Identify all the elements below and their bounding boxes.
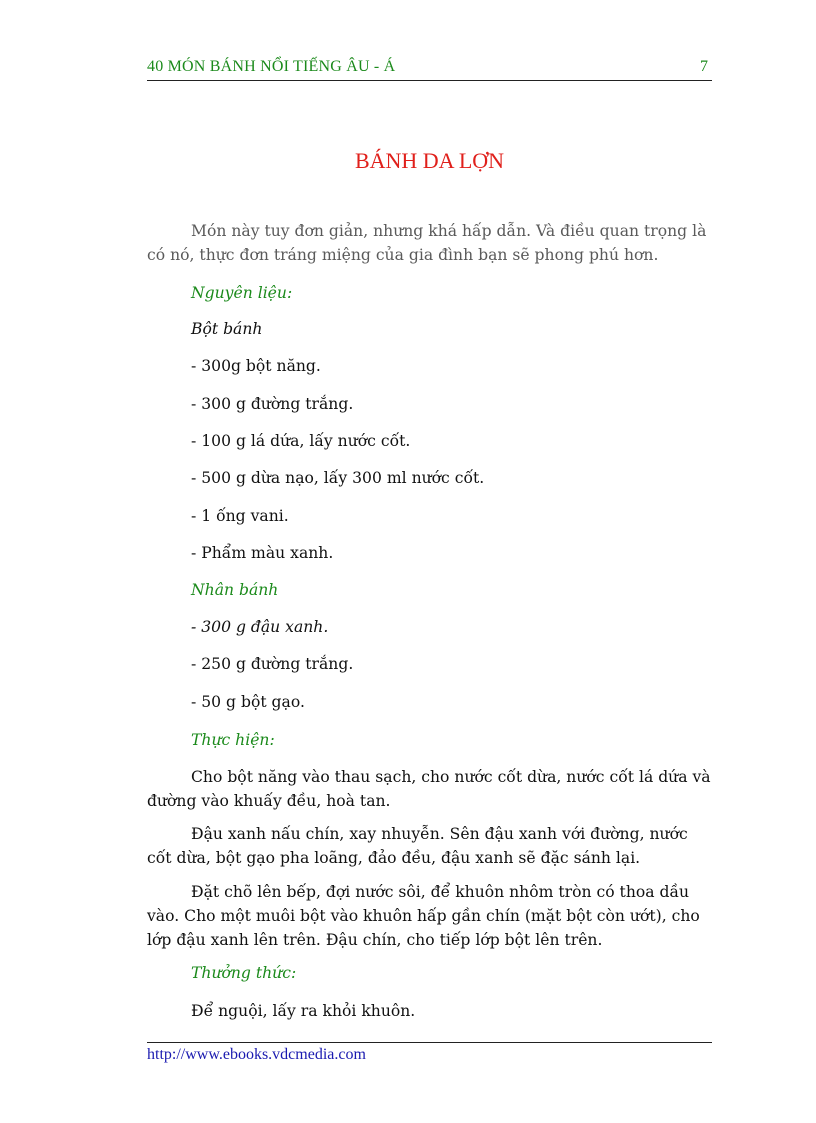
ingredient-item: - 300g bột năng. (191, 357, 321, 375)
ingredient-item: - 1 ống vani. (191, 507, 289, 525)
serving-text: Để nguội, lấy ra khỏi khuôn. (191, 1002, 416, 1020)
ingredients-heading: Nguyên liệu: (191, 284, 293, 302)
filling-item: - 300 g đậu xanh. (191, 618, 329, 636)
ingredient-item: - 500 g dừa nạo, lấy 300 ml nước cốt. (191, 469, 485, 487)
dough-heading: Bột bánh (191, 320, 263, 338)
filling-item: - 250 g đường trắng. (191, 655, 354, 673)
ingredient-item: - 300 g đường trắng. (191, 395, 354, 413)
filling-heading: Nhân bánh (191, 581, 279, 599)
serving-heading: Thưởng thức: (191, 964, 297, 982)
page-number: 7 (700, 58, 708, 75)
footer-link[interactable]: http://www.ebooks.vdcmedia.com (147, 1046, 366, 1063)
book-title: 40 MÓN BÁNH NỔI TIẾNG ÂU - Á (147, 58, 396, 75)
ingredient-item: - 100 g lá dứa, lấy nước cốt. (191, 432, 411, 450)
method-step: Cho bột năng vào thau sạch, cho nước cốt dừa, nước cốt lá dứa và đường vào khuấy đều, hoà tan. (147, 768, 711, 810)
intro-paragraph: Món này tuy đơn giản, nhưng khá hấp dẫn. Và điều quan trọng là có nó, thực đơn tráng miệng của gia đình bạn sẽ phong phú hơn. (147, 222, 707, 264)
method-heading: Thực hiện: (191, 731, 275, 749)
footer-divider (147, 1042, 712, 1043)
recipe-title: BÁNH DA LỢN (354, 148, 505, 173)
method-step: Đặt chõ lên bếp, đợi nước sôi, để khuôn nhôm tròn có thoa dầu vào. Cho một muôi bột vào khuôn hấp gần chín (mặt bột còn ướt), cho lớp đậu xanh lên trên. Đậu chín, cho tiếp lớp bột lên trên. (147, 883, 700, 949)
method-step: Đậu xanh nấu chín, xay nhuyễn. Sên đậu xanh với đường, nước cốt dừa, bột gạo pha loãng, đảo đều, đậu xanh sẽ đặc sánh lại. (147, 825, 688, 867)
page-header (147, 58, 712, 81)
filling-item: - 50 g bột gạo. (191, 693, 305, 711)
ingredient-item: - Phẩm màu xanh. (191, 544, 334, 562)
